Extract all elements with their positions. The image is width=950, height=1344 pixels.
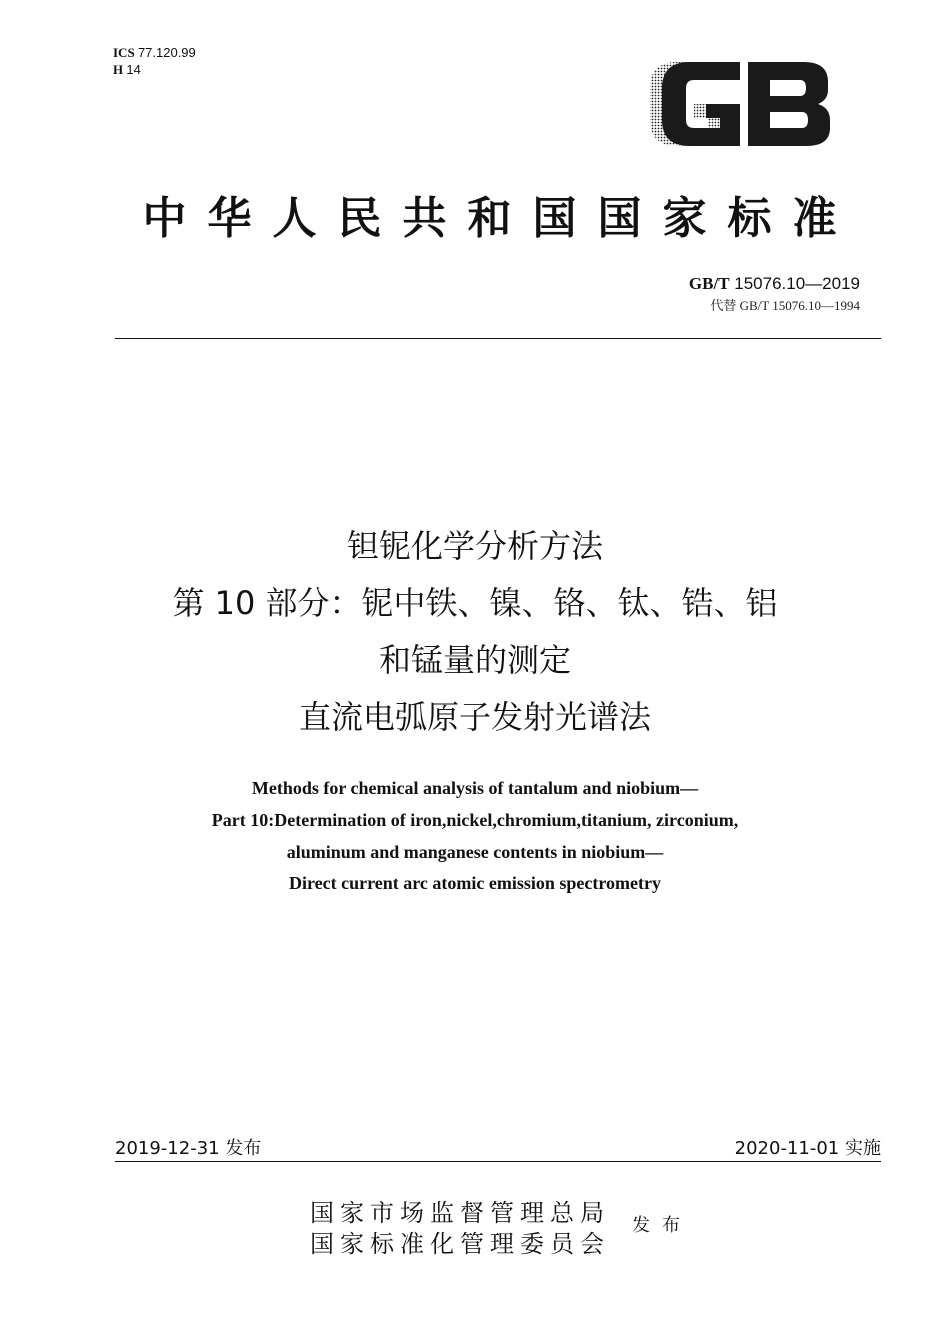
- ccs-code: 14: [126, 62, 141, 77]
- publish-label: 发布: [632, 1215, 692, 1236]
- title-cn-line-4: 直流电弧原子发射光谱法: [298, 698, 651, 736]
- ics-row: [113, 44, 196, 61]
- ics-label: ICS: [113, 45, 135, 60]
- national-standard-title: 中华人民共和国国家标准: [142, 193, 858, 244]
- ccs-label: H: [113, 62, 124, 77]
- title-en-line-2: Part 10:Determination of iron,nickel,chromium,titanium, zirconium,: [211, 810, 739, 830]
- standard-number: [689, 274, 860, 294]
- replaces-note: 代替 GB/T 15076.10—1994: [710, 298, 860, 313]
- implement-date: 2020-11-01 实施: [734, 1138, 881, 1159]
- gb-logo: [644, 58, 840, 150]
- issue-date: 2019-12-31 发布: [115, 1138, 262, 1159]
- classification-codes: [113, 44, 196, 78]
- title-en-line-4: Direct current arc atomic emission spectrometry: [288, 873, 662, 893]
- gb-logo-b: [748, 62, 830, 146]
- footer-divider: [115, 1161, 881, 1162]
- title-cn-line-1: 钽铌化学分析方法: [346, 527, 603, 565]
- title-en-line-1: Methods for chemical analysis of tantalum and niobium—: [251, 778, 699, 798]
- ccs-row: [113, 61, 196, 78]
- header-divider: [115, 338, 881, 339]
- standard-number-prefix: GB/T: [688, 274, 730, 293]
- issuer-org-1: 国家市场监督管理总局: [310, 1199, 610, 1227]
- title-cn-line-3: 和锰量的测定: [378, 641, 571, 679]
- title-cn-line-2: 第 10 部分：铌中铁、镍、铬、钛、锆、铝: [172, 584, 778, 622]
- ics-code: 77.120.99: [137, 45, 196, 60]
- standard-number-value: 15076.10—2019: [734, 274, 860, 293]
- issuer-org-2: 国家标准化管理委员会: [310, 1230, 610, 1258]
- title-en-line-3: aluminum and manganese contents in niobium—: [286, 842, 664, 862]
